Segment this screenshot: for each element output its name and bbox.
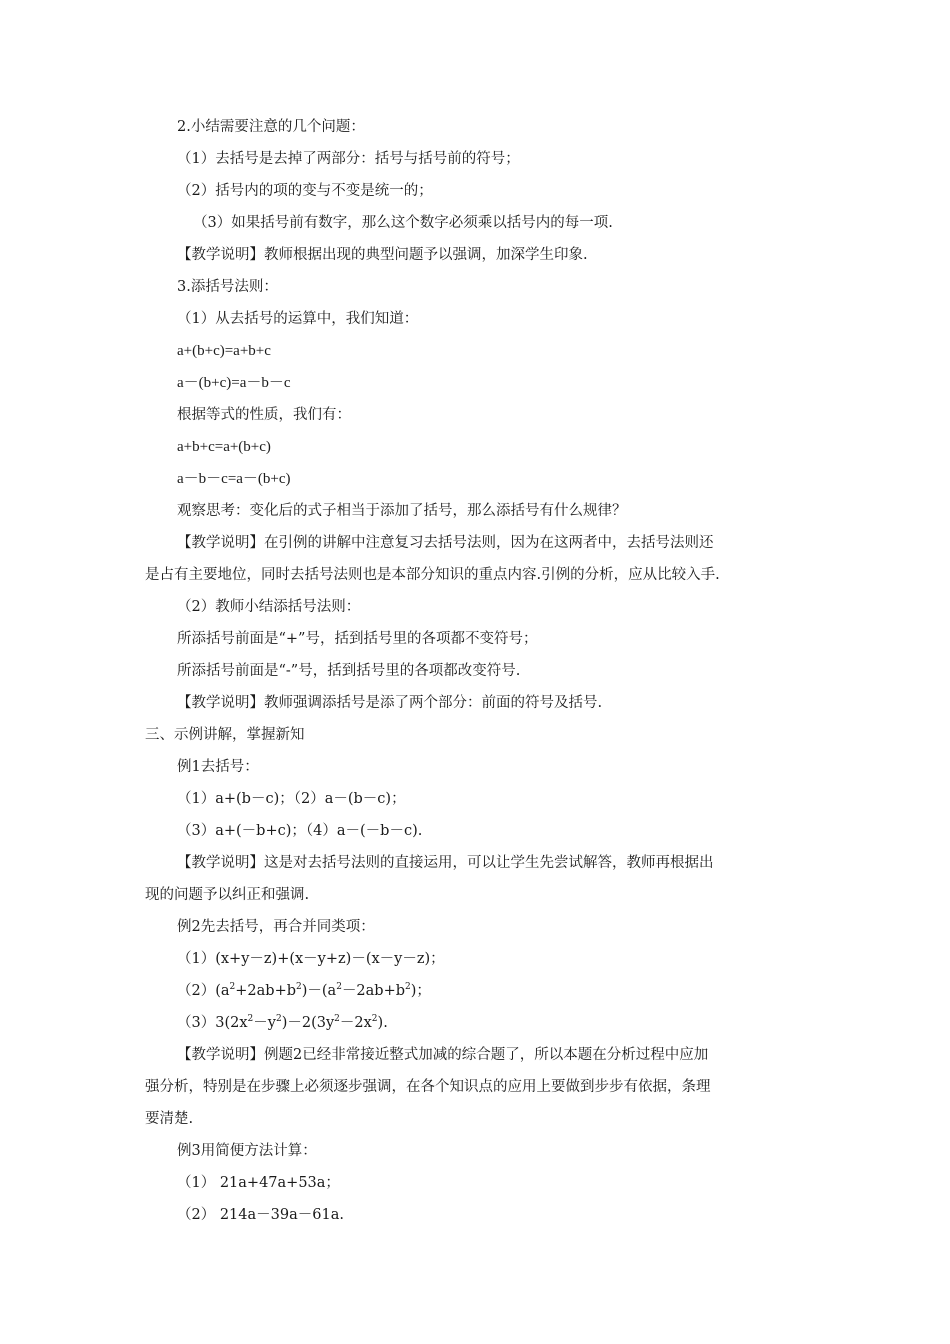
example-1-items-2: （3）a+(－b+c)；（4）a－(－b－c). bbox=[177, 823, 423, 839]
teaching-note-1: 【教学说明】教师根据出现的典型问题予以强调，加深学生印象. bbox=[177, 247, 588, 263]
formula-1: a+(b+c)=a+b+c bbox=[177, 343, 271, 359]
teaching-note-2-line-1: 【教学说明】在引例的讲解中注意复习去括号法则，因为在这两者中，去括号法则还 bbox=[177, 535, 714, 551]
summary-point-2: （2）括号内的项的变与不变是统一的； bbox=[177, 183, 433, 199]
example-1-heading: 例1去括号： bbox=[177, 759, 259, 775]
teaching-note-5-line-1: 【教学说明】例题2已经非常接近整式加减的综合题了，所以本题在分析过程中应加 bbox=[177, 1047, 709, 1063]
observe-think: 观察思考：变化后的式子相当于添加了括号，那么添括号有什么规律？ bbox=[177, 503, 627, 519]
plus-rule: 所添括号前面是“+”号，括到括号里的各项都不变符号； bbox=[177, 631, 538, 647]
teaching-note-3: 【教学说明】教师强调添括号是添了两个部分：前面的符号及括号. bbox=[177, 695, 603, 711]
example-3-item-2: （2） 214a－39a－61a. bbox=[177, 1207, 344, 1223]
rule-heading: 3.添括号法则： bbox=[177, 279, 278, 295]
teaching-note-5-line-2: 强分析，特别是在步骤上必须逐步强调，在各个知识点的应用上要做到步步有依据，条理 bbox=[145, 1079, 711, 1095]
teaching-note-5-line-3: 要清楚. bbox=[145, 1111, 194, 1127]
teaching-note-4-line-1: 【教学说明】这是对去括号法则的直接运用，可以让学生先尝试解答，教师再根据出 bbox=[177, 855, 714, 871]
equality-property: 根据等式的性质，我们有： bbox=[177, 407, 351, 423]
teaching-note-2-line-2: 是占有主要地位，同时去括号法则也是本部分知识的重点内容.引例的分析，应从比较入手. bbox=[145, 567, 720, 583]
example-2-item-3: $(3)3(2x^2-y^2)-2(3y^2-2x^2)$. bbox=[177, 1014, 388, 1031]
example-2-heading: 例2先去括号，再合并同类项： bbox=[177, 919, 375, 935]
summary-point-3: （3）如果括号前有数字，那么这个数字必须乘以括号内的每一项. bbox=[193, 215, 613, 231]
teaching-note-4-line-2: 现的问题予以纠正和强调. bbox=[145, 887, 310, 903]
example-1-items-1: （1）a+(b－c)；（2）a－(b－c)； bbox=[177, 791, 406, 807]
example-2-item-1: （1）(x+y－z)+(x－y+z)－(x－y－z)； bbox=[177, 951, 445, 967]
example-3-item-1: （1） 21a+47a+53a； bbox=[177, 1175, 340, 1191]
example-3-heading: 例3用简便方法计算： bbox=[177, 1143, 317, 1159]
example-2-item-2: $(2)(a^2+2ab+b^2)-(a^2-2ab+b^2)$； bbox=[177, 982, 431, 999]
formula-3: a+b+c=a+(b+c) bbox=[177, 439, 271, 455]
section-heading: 三、示例讲解，掌握新知 bbox=[145, 727, 305, 743]
formula-2: a－(b+c)=a－b－c bbox=[177, 375, 291, 391]
summary-heading: 2.小结需要注意的几个问题： bbox=[177, 119, 365, 135]
formula-4: a－b－c=a－(b+c) bbox=[177, 471, 291, 487]
rule-point-2: （2）教师小结添括号法则： bbox=[177, 599, 361, 615]
rule-point-1: （1）从去括号的运算中，我们知道： bbox=[177, 311, 419, 327]
minus-rule: 所添括号前面是“-”号，括到括号里的各项都改变符号. bbox=[177, 663, 521, 679]
summary-point-1: （1）去括号是去掉了两部分：括号与括号前的符号； bbox=[177, 151, 520, 167]
